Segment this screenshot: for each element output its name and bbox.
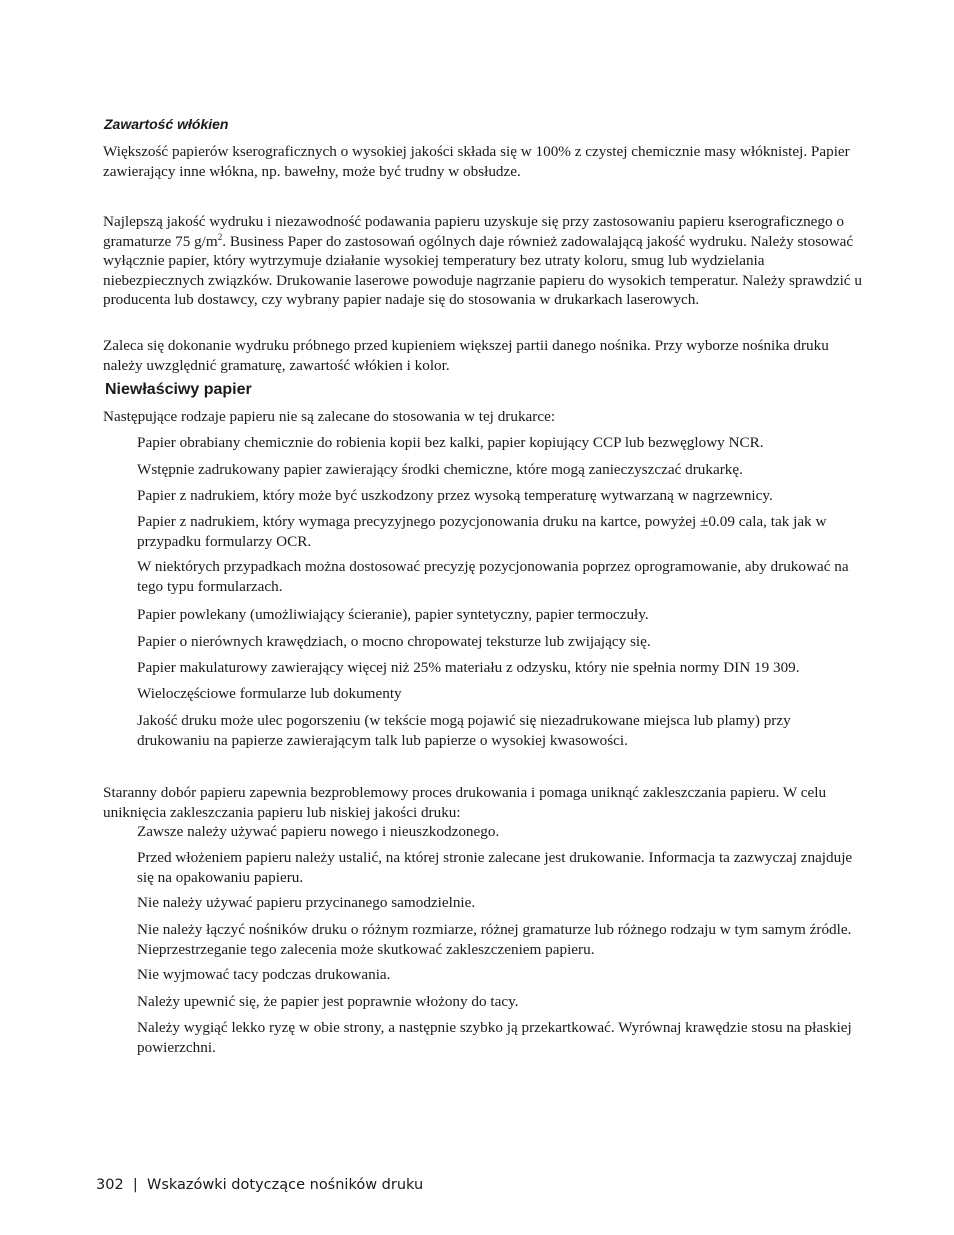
list-item-unsuitable-6: Papier powlekany (umożliwiający ścieranie), papier syntetyczny, papier termoczuły.	[137, 606, 649, 623]
paragraph-fiber-content: Większość papierów kserograficznych o wysokiej jakości składa się w 100% z czystej chemicznie masy włóknistej. Papier zawierający inne włókna, np. bawełny, może być trudny w obsłudze.	[103, 143, 850, 180]
page-footer	[96, 1177, 423, 1193]
superscript-two: 2	[217, 231, 223, 242]
list-item-unsuitable-5: W niektórych przypadkach można dostosować precyzję pozycjonowania poprzez oprogramowanie, aby drukować na tego typu formularzach.	[137, 558, 849, 595]
heading-fiber-content: Zawartość włókien	[104, 116, 229, 132]
list-item-jam-3: Nie należy używać papieru przycinanego samodzielnie.	[137, 894, 476, 911]
page-number: 302	[96, 1177, 124, 1193]
list-item-unsuitable-1: Papier obrabiany chemicznie do robienia kopii bez kalki, papier kopiujący CCP lub bezwęglowy NCR.	[137, 434, 764, 451]
list-item-jam-2: Przed włożeniem papieru należy ustalić, na której stronie zalecane jest drukowanie. Informacja ta zazwyczaj znajduje się na opakowaniu papieru.	[137, 849, 853, 886]
list-item-jam-4: Nie należy łączyć nośników druku o różnym rozmiarze, różnej gramaturze lub różnego rodzaju w tym samym źródle. Nieprzestrzeganie tego zalecenia może skutkować zakleszczeniem papieru.	[137, 921, 852, 958]
heading-unsuitable-paper: Niewłaściwy papier	[105, 381, 252, 398]
footer-separator: |	[132, 1177, 138, 1193]
paragraph-unsuitable-intro: Następujące rodzaje papieru nie są zalecane do stosowania w tej drukarce:	[103, 408, 556, 425]
list-item-jam-1: Zawsze należy używać papieru nowego i nieuszkodzonego.	[137, 823, 500, 840]
paragraph-print-quality-part2: . Business Paper do zastosowań ogólnych daje również zadowalającą jakość wydruku. Należy stosować wyłącznie papier, który wytrzymuje działanie wysokiej temperatury bez utraty koloru, smug lub wydzielania niebezpiecznych związków. Drukowanie laserowe powoduje nagrzanie papieru do wysokich temperatur. Należy sprawdzić u producenta lub dostawcy, czy wybrany papier nadaje się do stosowania w drukarkach laserowych.	[103, 232, 862, 308]
list-item-jam-7: Należy wygiąć lekko ryzę w obie strony, a następnie szybko ją przekartkować. Wyrównaj krawędzie stosu na płaskiej powierzchni.	[137, 1019, 852, 1056]
list-item-unsuitable-10: Jakość druku może ulec pogorszeniu (w tekście mogą pojawić się niezadrukowane miejsca lub plamy) przy drukowaniu na papierze zawierającym talk lub papierze o wysokiej kwasowości.	[137, 712, 791, 749]
list-item-unsuitable-3: Papier z nadrukiem, który może być uszkodzony przez wysoką temperaturę wytwarzaną w nagrzewnicy.	[137, 487, 773, 504]
list-item-jam-5: Nie wyjmować tacy podczas drukowania.	[137, 966, 391, 983]
paragraph-jam-intro: Staranny dobór papieru zapewnia bezproblemowy proces drukowania i pomaga uniknąć zakleszczania papieru. W celu uniknięcia zakleszczania papieru lub niskiej jakości druku:	[103, 784, 827, 821]
list-item-unsuitable-2: Wstępnie zadrukowany papier zawierający środki chemiczne, które mogą zanieczyszczać drukarkę.	[137, 461, 743, 478]
footer-title: Wskazówki dotyczące nośników druku	[147, 1177, 424, 1193]
list-item-unsuitable-8: Papier makulaturowy zawierający więcej niż 25% materiału z odzysku, który nie spełnia normy DIN 19 309.	[137, 659, 800, 676]
paragraph-print-quality-part1: Najlepszą jakość wydruku i niezawodność podawania papieru uzyskuje się przy zastosowaniu papieru kserograficznego o gramaturze 75 g/m	[103, 213, 844, 250]
paragraph-print-quality	[103, 212, 865, 310]
list-item-unsuitable-9: Wieloczęściowe formularze lub dokumenty	[137, 685, 402, 702]
paragraph-test-print: Zaleca się dokonanie wydruku próbnego przed kupieniem większej partii danego nośnika. Przy wyborze nośnika druku należy uwzględnić gramaturę, zawartość włókien i kolor.	[103, 337, 829, 374]
list-item-unsuitable-4: Papier z nadrukiem, który wymaga precyzyjnego pozycjonowania druku na kartce, powyżej ±0.09 cala, tak jak w przypadku formularzy OCR.	[137, 513, 827, 550]
list-item-unsuitable-7: Papier o nierównych krawędziach, o mocno chropowatej teksturze lub zwijający się.	[137, 633, 651, 650]
list-item-jam-6: Należy upewnić się, że papier jest poprawnie włożony do tacy.	[137, 993, 519, 1010]
